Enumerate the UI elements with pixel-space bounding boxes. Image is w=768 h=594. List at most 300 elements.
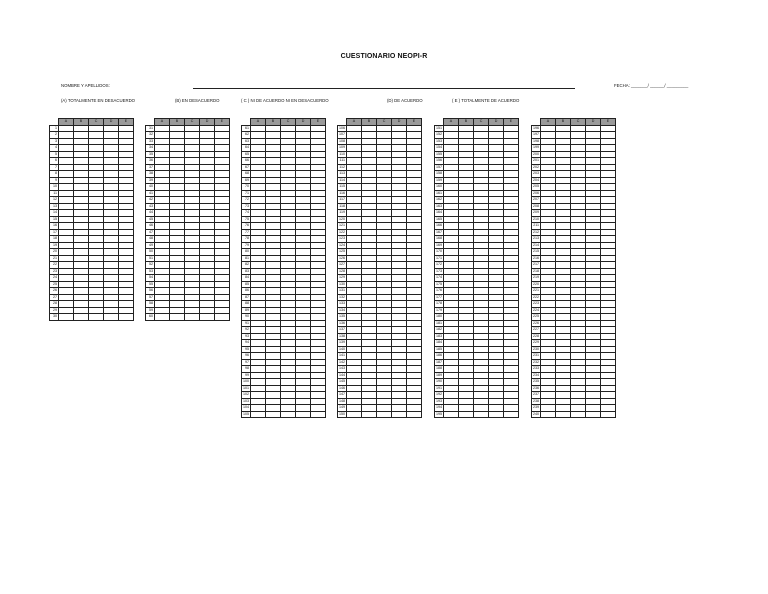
item-number: 210	[533, 216, 539, 221]
item-number: 88	[242, 301, 251, 308]
item-number: 146	[339, 385, 345, 390]
item-number: 72	[242, 197, 251, 204]
item-number: 47	[146, 229, 155, 236]
option-header-b: B	[74, 119, 89, 126]
item-number: 190	[436, 379, 442, 384]
item-number: 91	[242, 320, 251, 327]
item-number: 176	[436, 288, 442, 293]
item-number: 106	[339, 125, 345, 130]
item-number: 104	[243, 405, 249, 410]
item-number: 126	[339, 255, 345, 260]
table-row	[338, 411, 422, 418]
item-number: 180	[436, 314, 442, 319]
answer-cell-b[interactable]	[556, 411, 571, 418]
option-header-b: B	[556, 119, 571, 126]
item-number: 125	[339, 249, 345, 254]
item-number: 75	[242, 216, 251, 223]
page-title: CUESTIONARIO NEOPI-R	[340, 53, 428, 60]
item-number: 202	[533, 164, 539, 169]
option-header-e: E	[601, 119, 616, 126]
item-number: 37	[146, 164, 155, 171]
item-number: 60	[146, 314, 155, 321]
date-label[interactable]: FECHA: _______/ ______/ _________	[614, 83, 689, 88]
item-number: 83	[242, 268, 251, 275]
item-number: 8	[50, 171, 59, 178]
answer-column-1	[49, 118, 134, 321]
option-header-a: A	[59, 119, 74, 126]
answer-cell-c[interactable]	[377, 411, 392, 418]
legend-d: (D) DE ACUERDO	[387, 98, 423, 103]
item-number: 115	[339, 184, 345, 189]
answer-cell-e[interactable]	[215, 314, 230, 321]
answer-cell-d[interactable]	[489, 411, 504, 418]
item-number: 198	[533, 138, 539, 143]
item-number: 108	[339, 138, 345, 143]
answer-cell-a[interactable]	[444, 411, 459, 418]
item-number: 35	[146, 151, 155, 158]
item-number: 204	[533, 177, 539, 182]
item-number: 227	[533, 327, 539, 332]
answer-cell-e[interactable]	[311, 411, 326, 418]
answer-column-6	[531, 118, 616, 418]
item-number: 121	[339, 223, 345, 228]
option-header-b: B	[266, 119, 281, 126]
item-number: 188	[436, 366, 442, 371]
item-number: 69	[242, 177, 251, 184]
option-header-b: B	[362, 119, 377, 126]
item-number: 175	[436, 281, 442, 286]
item-number: 147	[339, 392, 345, 397]
answer-cell-a[interactable]	[59, 314, 74, 321]
answer-cell-d[interactable]	[586, 411, 601, 418]
answer-cell-d[interactable]	[296, 411, 311, 418]
item-number: 148	[339, 398, 345, 403]
item-number: 38	[146, 171, 155, 178]
item-number: 233	[533, 366, 539, 371]
item-number: 9	[50, 177, 59, 184]
item-number: 138	[339, 333, 345, 338]
item-number: 185	[436, 346, 442, 351]
item-number: 189	[436, 372, 442, 377]
answer-column-4	[337, 118, 422, 418]
answer-cell-c[interactable]	[571, 411, 586, 418]
item-number: 193	[436, 398, 442, 403]
item-number: 197	[533, 132, 539, 137]
item-number: 187	[436, 359, 442, 364]
item-number: 236	[533, 385, 539, 390]
item-number: 90	[242, 314, 251, 321]
item-number: 181	[436, 320, 442, 325]
item-number: 118	[339, 203, 345, 208]
item-number: 117	[339, 197, 345, 202]
item-number: 134	[339, 307, 345, 312]
answer-cell-c[interactable]	[185, 314, 200, 321]
item-number: 92	[242, 327, 251, 334]
answer-cell-b[interactable]	[266, 411, 281, 418]
item-number: 96	[242, 353, 251, 360]
answer-cell-c[interactable]	[89, 314, 104, 321]
item-number: 2	[50, 132, 59, 139]
answer-cell-e[interactable]	[119, 314, 134, 321]
item-number: 13	[50, 203, 59, 210]
option-header-a: A	[251, 119, 266, 126]
item-number: 33	[146, 138, 155, 145]
option-header-c: C	[571, 119, 586, 126]
item-number: 223	[533, 301, 539, 306]
item-number: 73	[242, 203, 251, 210]
item-number: 178	[436, 301, 442, 306]
item-number: 78	[242, 236, 251, 243]
item-number: 107	[339, 132, 345, 137]
answer-cell-e[interactable]	[407, 411, 422, 418]
item-number: 68	[242, 171, 251, 178]
item-number: 165	[436, 216, 442, 221]
item-number: 42	[146, 197, 155, 204]
item-number: 166	[436, 223, 442, 228]
item-number: 55	[146, 281, 155, 288]
answer-cell-b[interactable]	[170, 314, 185, 321]
item-number: 74	[242, 210, 251, 217]
item-number: 15	[50, 216, 59, 223]
item-number: 21	[50, 255, 59, 262]
item-number: 167	[436, 229, 442, 234]
item-number: 124	[339, 242, 345, 247]
item-number: 158	[436, 171, 442, 176]
item-number: 1	[50, 125, 59, 132]
item-number: 162	[436, 197, 442, 202]
legend-c: ( C ) NI DE ACUERDO NI EN DESACUERDO	[241, 98, 329, 103]
item-number: 153	[436, 138, 442, 143]
item-number: 216	[533, 255, 539, 260]
answer-cell-e[interactable]	[601, 411, 616, 418]
item-number: 59	[146, 307, 155, 314]
answer-cell-c[interactable]	[281, 411, 296, 418]
item-number: 218	[533, 268, 539, 273]
item-number: 224	[533, 307, 539, 312]
item-number: 211	[533, 223, 539, 228]
item-number: 237	[533, 392, 539, 397]
item-number: 130	[339, 281, 345, 286]
item-number: 84	[242, 275, 251, 282]
item-number: 194	[436, 405, 442, 410]
option-header-e: E	[215, 119, 230, 126]
item-number: 31	[146, 125, 155, 132]
item-number: 231	[533, 353, 539, 358]
name-label: NOMBRE Y APELLIDOS:	[61, 83, 110, 88]
item-number: 32	[146, 132, 155, 139]
item-number: 239	[533, 405, 539, 410]
item-number: 54	[146, 275, 155, 282]
item-number: 139	[339, 340, 345, 345]
item-number: 36	[146, 158, 155, 165]
item-number: 161	[436, 190, 442, 195]
item-number: 49	[146, 242, 155, 249]
item-number: 53	[146, 268, 155, 275]
answer-column-3	[241, 118, 326, 418]
item-number: 219	[533, 275, 539, 280]
item-number: 142	[339, 359, 345, 364]
item-number: 240	[533, 411, 539, 416]
item-number: 205	[533, 184, 539, 189]
item-number: 51	[146, 255, 155, 262]
item-number: 234	[533, 372, 539, 377]
item-number: 154	[436, 145, 442, 150]
item-number: 191	[436, 385, 442, 390]
item-number: 18	[50, 236, 59, 243]
answer-cell-a[interactable]	[251, 411, 266, 418]
item-number: 101	[243, 385, 249, 390]
item-number: 119	[339, 210, 345, 215]
answer-cell-a[interactable]	[155, 314, 170, 321]
answer-cell-d[interactable]	[104, 314, 119, 321]
item-number: 16	[50, 223, 59, 230]
item-number: 170	[436, 249, 442, 254]
item-number: 135	[339, 314, 345, 319]
item-number: 41	[146, 190, 155, 197]
item-number: 209	[533, 210, 539, 215]
item-number: 99	[242, 372, 251, 379]
item-number: 56	[146, 288, 155, 295]
item-number: 26	[50, 288, 59, 295]
table-row	[242, 411, 326, 418]
option-header-d: D	[296, 119, 311, 126]
item-number: 20	[50, 249, 59, 256]
item-number: 173	[436, 268, 442, 273]
item-number: 109	[339, 145, 345, 150]
item-number: 214	[533, 242, 539, 247]
item-number: 52	[146, 262, 155, 269]
item-number: 123	[339, 236, 345, 241]
item-number: 150	[339, 411, 345, 416]
item-number: 67	[242, 164, 251, 171]
item-number: 94	[242, 340, 251, 347]
option-header-a: A	[444, 119, 459, 126]
item-number: 82	[242, 262, 251, 269]
answer-cell-b[interactable]	[362, 411, 377, 418]
item-number: 29	[50, 307, 59, 314]
option-header-c: C	[281, 119, 296, 126]
item-number: 14	[50, 210, 59, 217]
item-number: 226	[533, 320, 539, 325]
item-number: 44	[146, 210, 155, 217]
item-number: 81	[242, 255, 251, 262]
item-number: 182	[436, 327, 442, 332]
item-number: 149	[339, 405, 345, 410]
item-number: 230	[533, 346, 539, 351]
item-number: 228	[533, 333, 539, 338]
legend-e: ( E ) TOTALMENTE DE ACUERDO	[452, 98, 520, 103]
item-number: 71	[242, 190, 251, 197]
item-number: 112	[339, 164, 345, 169]
item-number: 192	[436, 392, 442, 397]
item-number: 137	[339, 327, 345, 332]
item-number: 76	[242, 223, 251, 230]
item-number: 87	[242, 294, 251, 301]
item-number: 129	[339, 275, 345, 280]
item-number: 156	[436, 158, 442, 163]
item-number: 64	[242, 145, 251, 152]
item-number: 6	[50, 158, 59, 165]
item-number: 208	[533, 203, 539, 208]
item-number: 43	[146, 203, 155, 210]
item-number: 212	[533, 229, 539, 234]
option-header-c: C	[185, 119, 200, 126]
item-number: 199	[533, 145, 539, 150]
item-number: 103	[243, 398, 249, 403]
answer-cell-a[interactable]	[347, 411, 362, 418]
item-number: 120	[339, 216, 345, 221]
item-number: 39	[146, 177, 155, 184]
option-header-c: C	[89, 119, 104, 126]
item-number: 151	[436, 125, 442, 130]
item-number: 203	[533, 171, 539, 176]
item-number: 220	[533, 281, 539, 286]
item-number: 229	[533, 340, 539, 345]
item-number: 122	[339, 229, 345, 234]
item-number: 157	[436, 164, 442, 169]
item-number: 184	[436, 340, 442, 345]
answer-column-2	[145, 118, 230, 321]
item-number: 217	[533, 262, 539, 267]
item-number: 215	[533, 249, 539, 254]
item-number: 98	[242, 366, 251, 373]
item-number: 4	[50, 145, 59, 152]
item-number: 225	[533, 314, 539, 319]
item-number: 116	[339, 190, 345, 195]
item-number: 63	[242, 138, 251, 145]
item-number: 113	[339, 171, 345, 176]
item-number: 195	[436, 411, 442, 416]
option-header-e: E	[119, 119, 134, 126]
item-number: 12	[50, 197, 59, 204]
item-number: 110	[339, 151, 345, 156]
option-header-d: D	[489, 119, 504, 126]
item-number: 160	[436, 184, 442, 189]
option-header-c: C	[377, 119, 392, 126]
item-number: 133	[339, 301, 345, 306]
item-number: 22	[50, 262, 59, 269]
item-number: 27	[50, 294, 59, 301]
item-number: 132	[339, 294, 345, 299]
item-number: 10	[50, 184, 59, 191]
item-number: 61	[242, 125, 251, 132]
item-number: 128	[339, 268, 345, 273]
item-number: 79	[242, 242, 251, 249]
option-header-e: E	[311, 119, 326, 126]
legend-b: (B) EN DESACUERDO	[175, 98, 220, 103]
item-number: 155	[436, 151, 442, 156]
item-number: 213	[533, 236, 539, 241]
item-number: 48	[146, 236, 155, 243]
item-number: 45	[146, 216, 155, 223]
item-number: 141	[339, 353, 345, 358]
item-number: 238	[533, 398, 539, 403]
item-number: 169	[436, 242, 442, 247]
item-number: 206	[533, 190, 539, 195]
option-header-e: E	[504, 119, 519, 126]
item-number: 207	[533, 197, 539, 202]
item-number: 80	[242, 249, 251, 256]
item-number: 86	[242, 288, 251, 295]
item-number: 171	[436, 255, 442, 260]
item-number: 136	[339, 320, 345, 325]
item-number: 144	[339, 372, 345, 377]
item-number: 196	[533, 125, 539, 130]
item-number: 50	[146, 249, 155, 256]
name-field-underline[interactable]	[193, 88, 575, 89]
item-number: 93	[242, 333, 251, 340]
item-number: 164	[436, 210, 442, 215]
option-header-d: D	[200, 119, 215, 126]
item-number: 131	[339, 288, 345, 293]
item-number: 102	[243, 392, 249, 397]
legend-a: (A) TOTALMENTE EN DESACUERDO	[61, 98, 136, 103]
answer-cell-b[interactable]	[74, 314, 89, 321]
item-number: 143	[339, 366, 345, 371]
item-number: 5	[50, 151, 59, 158]
item-number: 62	[242, 132, 251, 139]
option-header-d: D	[104, 119, 119, 126]
answer-column-5	[434, 118, 519, 418]
answer-cell-d[interactable]	[200, 314, 215, 321]
option-header-d: D	[392, 119, 407, 126]
option-header-a: A	[347, 119, 362, 126]
item-number: 186	[436, 353, 442, 358]
item-number: 46	[146, 223, 155, 230]
item-number: 200	[533, 151, 539, 156]
item-number: 179	[436, 307, 442, 312]
item-number: 40	[146, 184, 155, 191]
item-number: 3	[50, 138, 59, 145]
answer-cell-a[interactable]	[541, 411, 556, 418]
table-row	[532, 411, 616, 418]
item-number: 145	[339, 379, 345, 384]
option-header-d: D	[586, 119, 601, 126]
item-number: 23	[50, 268, 59, 275]
item-number: 95	[242, 346, 251, 353]
table-row	[435, 411, 519, 418]
option-header-a: A	[541, 119, 556, 126]
table-row	[146, 314, 230, 321]
item-number: 222	[533, 294, 539, 299]
answer-cell-d[interactable]	[392, 411, 407, 418]
item-number: 201	[533, 158, 539, 163]
item-number: 7	[50, 164, 59, 171]
table-row	[50, 314, 134, 321]
option-header-b: B	[459, 119, 474, 126]
answer-cell-c[interactable]	[474, 411, 489, 418]
item-number: 11	[50, 190, 59, 197]
answer-cell-b[interactable]	[459, 411, 474, 418]
item-number: 89	[242, 307, 251, 314]
item-number: 19	[50, 242, 59, 249]
item-number: 152	[436, 132, 442, 137]
answer-cell-e[interactable]	[504, 411, 519, 418]
item-number: 70	[242, 184, 251, 191]
item-number: 221	[533, 288, 539, 293]
item-number: 168	[436, 236, 442, 241]
item-number: 97	[242, 359, 251, 366]
option-header-c: C	[474, 119, 489, 126]
item-number: 140	[339, 346, 345, 351]
item-number: 232	[533, 359, 539, 364]
item-number: 28	[50, 301, 59, 308]
option-header-b: B	[170, 119, 185, 126]
item-number: 65	[242, 151, 251, 158]
item-number: 17	[50, 229, 59, 236]
item-number: 183	[436, 333, 442, 338]
item-number: 105	[243, 411, 249, 416]
